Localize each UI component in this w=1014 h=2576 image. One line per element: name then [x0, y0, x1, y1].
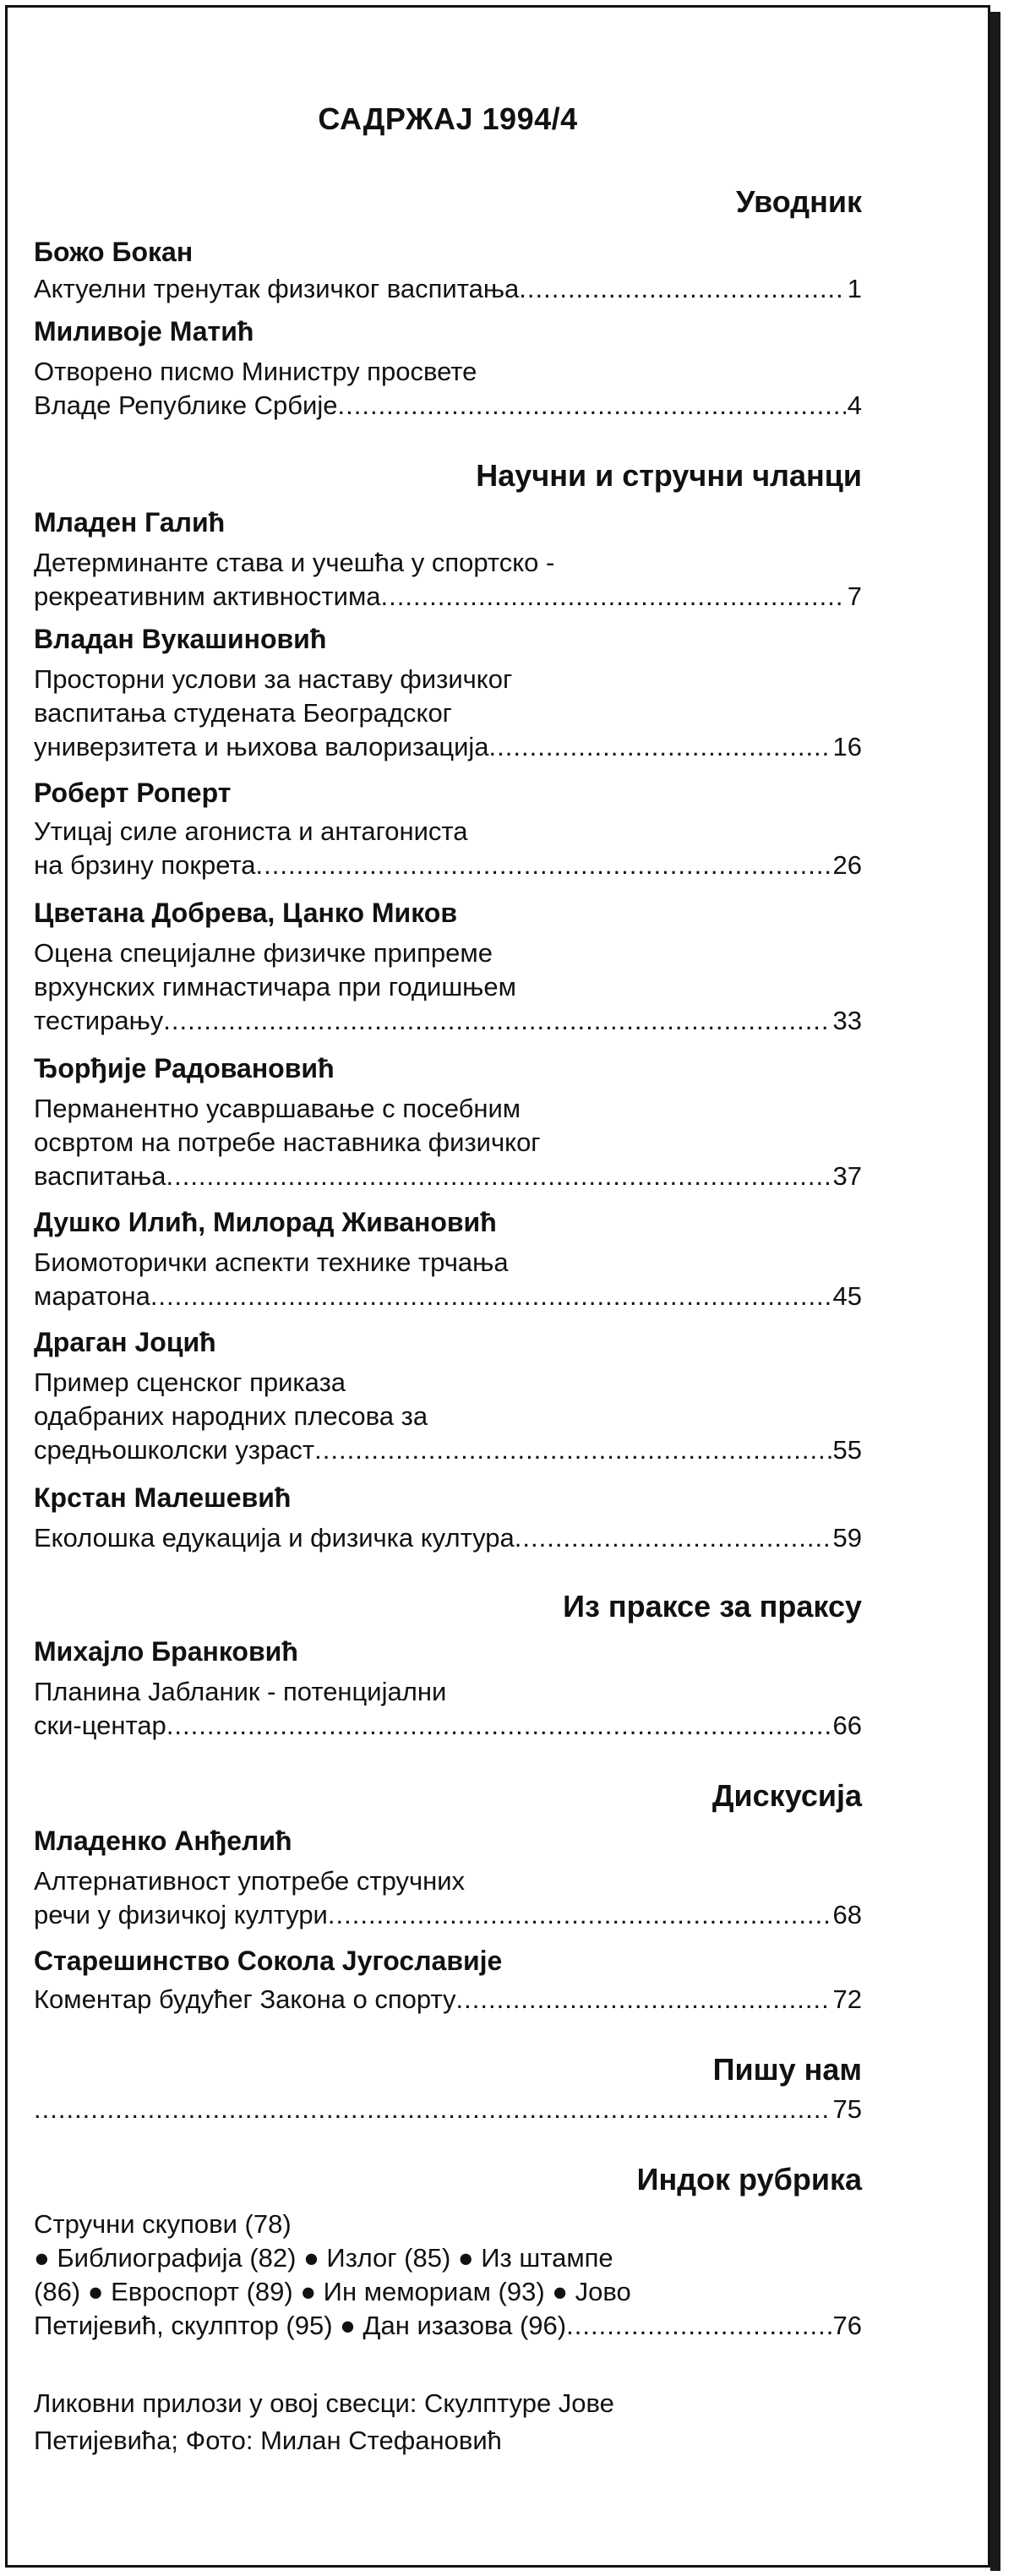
entry-title-line: Отворено писмо Министру просвете: [34, 357, 477, 386]
page-number: 26: [832, 850, 862, 880]
entry-title-line: Биомоторички аспекти технике трчања: [34, 1247, 509, 1277]
toc-entry[interactable]: [34, 272, 862, 306]
entry-title: Петијевић, скулптор (95) ● Дан изазова (96): [34, 2311, 567, 2340]
toc-entry[interactable]: [34, 849, 862, 882]
toc-entry[interactable]: [34, 580, 862, 614]
entry-title: васпитања: [34, 1161, 166, 1191]
indok-line: ● Библиографија (82) ● Излог (85) ● Из штампе: [34, 2243, 613, 2273]
leader-dots: [338, 389, 846, 423]
section-heading-pishu: Пишу нам: [712, 2052, 862, 2087]
leader-dots: [381, 580, 846, 614]
indok-line: Стручни скупови (78): [34, 2209, 292, 2239]
entry-title-line: Детерминанте става и учешћа у спортско -: [34, 548, 555, 577]
entry-author: Владан Вукашиновић: [34, 624, 327, 654]
page-number: 4: [847, 390, 862, 420]
section-heading-indok: Индок рубрика: [636, 2162, 862, 2197]
indok-line: (86) ● Евроспорт (89) ● Ин мемориам (93) ● Јово: [34, 2277, 631, 2306]
toc-entry[interactable]: [34, 1280, 862, 1313]
toc-entry[interactable]: [34, 1983, 862, 2017]
toc-entry[interactable]: [34, 1709, 862, 1743]
entry-title-line: освртом на потребе наставника физичког: [34, 1127, 541, 1157]
leader-dots: [314, 1433, 831, 1467]
entry-title-line: Перманентно усавршавање с посебним: [34, 1094, 521, 1123]
leader-dots: [166, 1160, 831, 1193]
entry-author: Михајло Бранковић: [34, 1636, 298, 1667]
entry-author: Душко Илић, Милорад Живановић: [34, 1207, 497, 1237]
entry-author: Старешинство Сокола Југославије: [34, 1946, 503, 1976]
toc-entry[interactable]: [34, 1004, 862, 1038]
page-number: 45: [832, 1281, 862, 1311]
entry-title-line: Просторни услови за наставу физичког: [34, 664, 513, 694]
page-shadow: [990, 12, 1000, 2571]
entry-title-line: Алтернативност употребе стручних: [34, 1866, 466, 1896]
entry-title: универзитета и њихова валоризација: [34, 732, 489, 761]
entry-title-line: Планина Јабланик - потенцијални: [34, 1677, 447, 1706]
entry-title: Владе Републике Србије: [34, 390, 338, 420]
entry-author: Крстан Малешевић: [34, 1482, 292, 1513]
entry-title: маратона: [34, 1281, 150, 1311]
entry-title: Коментар будућег Закона о спорту: [34, 1984, 456, 2014]
page-number: 16: [832, 732, 862, 761]
leader-dots: [456, 1983, 831, 2017]
leader-dots: [489, 730, 831, 764]
toc-entry[interactable]: [34, 389, 862, 423]
entry-author: Миливоје Матић: [34, 316, 254, 347]
page-number: 33: [832, 1006, 862, 1035]
toc-entry[interactable]: [34, 1433, 862, 1467]
toc-entry[interactable]: [34, 1898, 862, 1932]
page-number: 72: [832, 1984, 862, 2014]
leader-dots: [566, 2309, 831, 2343]
page-title: САДРЖАЈ 1994/4: [318, 101, 578, 136]
entry-title: на брзину покрета: [34, 850, 256, 880]
entry-author: Божо Бокан: [34, 237, 194, 267]
leader-dots: [519, 272, 845, 306]
toc-entry[interactable]: [34, 730, 862, 764]
page-number: 59: [832, 1523, 862, 1553]
toc-entry[interactable]: [34, 1160, 862, 1193]
toc-entry[interactable]: [34, 2309, 862, 2343]
entry-title: ски-центар: [34, 1711, 166, 1740]
entry-title: речи у физичкој култури: [34, 1900, 328, 1929]
page-number: 1: [847, 274, 862, 303]
page-number: 68: [832, 1900, 862, 1929]
page-number: 55: [832, 1435, 862, 1465]
entry-author: Роберт Роперт: [34, 778, 232, 808]
entry-title-line: васпитања студената Београдског: [34, 698, 452, 728]
entry-author: Младен Галић: [34, 507, 226, 538]
entry-author: Ђорђије Радовановић: [34, 1053, 335, 1083]
credits-line: Ликовни прилози у овој свесци: Скулптуре Јове: [34, 2388, 614, 2418]
section-heading-diskusija: Дискусија: [711, 1778, 862, 1813]
page-number: 37: [832, 1161, 862, 1191]
page-number: 7: [847, 581, 862, 611]
entry-author: Младенко Анђелић: [34, 1826, 292, 1856]
page-number: 75: [832, 2094, 862, 2124]
toc-entry[interactable]: [34, 1521, 862, 1555]
toc-entry[interactable]: [34, 2093, 862, 2126]
entry-title-line: одабраних народних плесова за: [34, 1401, 428, 1431]
leader-dots: [163, 1004, 831, 1038]
leader-dots: [256, 849, 831, 882]
leader-dots: [515, 1521, 831, 1555]
entry-author: Цветана Добрева, Цанко Миков: [34, 898, 458, 928]
page-number: 76: [832, 2311, 862, 2340]
leader-dots: [150, 1280, 831, 1313]
section-heading-naucni: Научни и стручни чланци: [476, 458, 862, 493]
leader-dots: [328, 1898, 831, 1932]
section-heading-praksa: Из праксе за праксу: [563, 1589, 862, 1624]
leader-dots: [34, 2093, 831, 2126]
entry-title: средњошколски узраст: [34, 1435, 315, 1465]
entry-title: Актуелни тренутак физичког васпитања: [34, 274, 520, 303]
entry-title: Еколошка едукација и физичка култура: [34, 1523, 515, 1553]
section-heading-uvodnik: Уводник: [736, 184, 862, 219]
entry-title-line: Оцена специјалне физичке припреме: [34, 938, 493, 968]
entry-title: рекреативним активностима: [34, 581, 381, 611]
entry-author: Драган Јоцић: [34, 1327, 216, 1357]
page-number: 66: [832, 1711, 862, 1740]
toc-content: [34, 0, 862, 2576]
entry-title-line: Пример сценског приказа: [34, 1367, 346, 1397]
credits-line: Петијевића; Фото: Милан Стефановић: [34, 2426, 502, 2455]
entry-title: тестирању: [34, 1006, 164, 1035]
leader-dots: [166, 1709, 831, 1743]
entry-title-line: Утицај силе агониста и антагониста: [34, 816, 468, 846]
entry-title-line: врхунских гимнастичара при годишњем: [34, 972, 516, 1001]
